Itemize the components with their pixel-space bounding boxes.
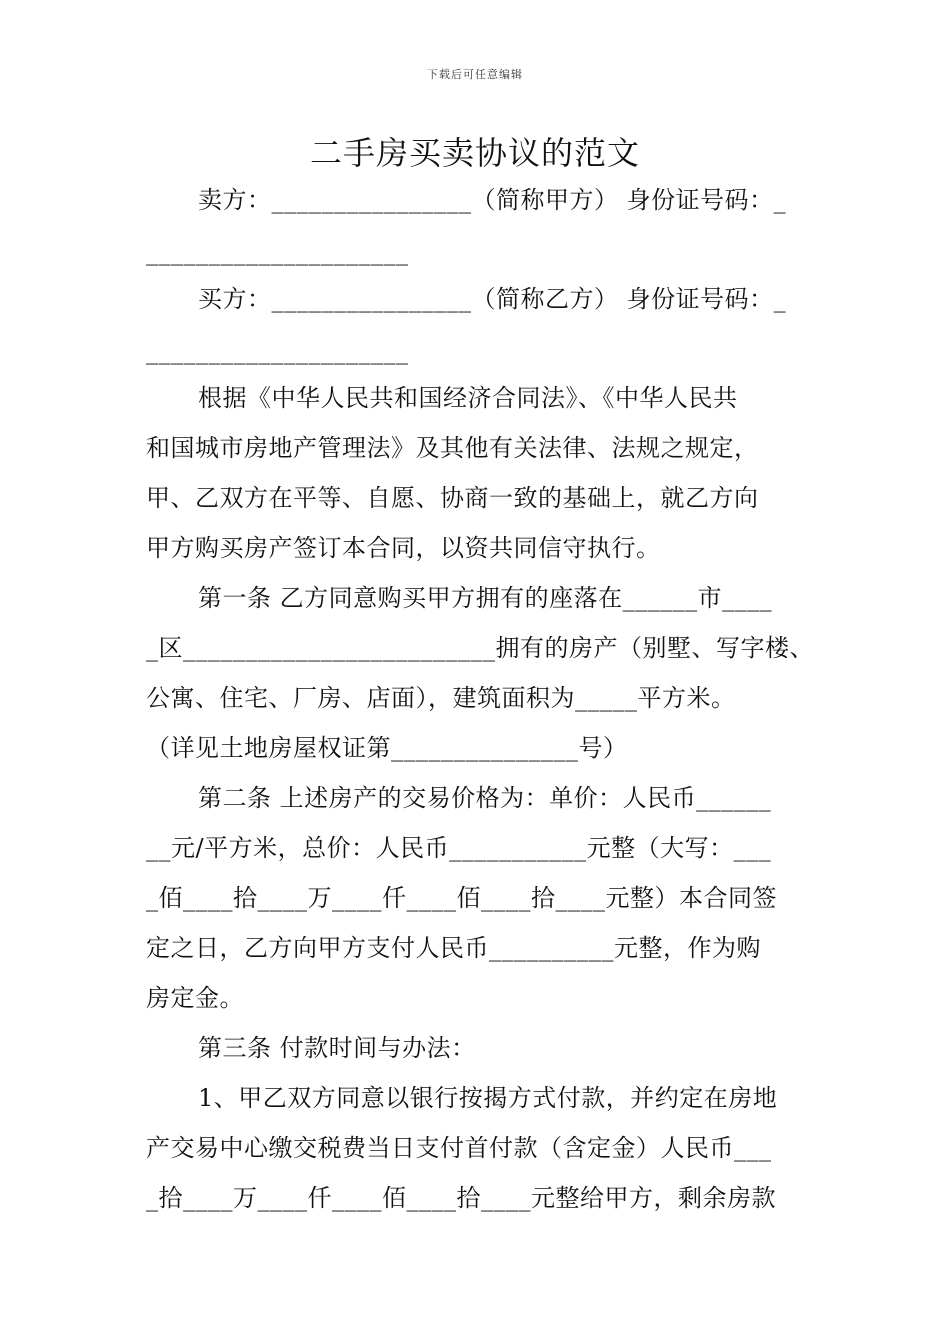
article-2-line: 定之日，乙方向甲方支付人民币__________元整，作为购	[146, 934, 761, 962]
preamble-line: 甲方购买房产签订本合同，以资共同信守执行。	[146, 534, 661, 562]
article-1-line: _区_________________________拥有的房产（别墅、写字楼、	[146, 634, 814, 662]
article-1-line: 第一条 乙方同意购买甲方拥有的座落在______市____	[198, 584, 773, 612]
document-title: 二手房买卖协议的范文	[309, 134, 640, 172]
seller-line: 卖方：________________（简称甲方） 身份证号码：_	[198, 186, 787, 214]
preamble-line: 和国城市房地产管理法》及其他有关法律、法规之规定，	[146, 434, 759, 462]
article-2-line: _佰____拾____万____仟____佰____拾____元整）本合同签	[146, 884, 777, 912]
article-3-clause-1-line: _拾____万____仟____佰____拾____元整给甲方，剩余房款	[146, 1184, 776, 1212]
buyer-line: 买方：________________（简称乙方） 身份证号码：_	[198, 285, 787, 313]
article-2-line: __元/平方米，总价：人民币___________元整（大写：___	[146, 834, 772, 862]
header-note: 下载后可任意编辑	[427, 68, 523, 81]
article-1-line: （详见土地房屋权证第_______________号）	[146, 734, 628, 762]
article-2-line: 第二条 上述房产的交易价格为：单价：人民币______	[198, 784, 772, 812]
article-2-line: 房定金。	[146, 984, 244, 1012]
article-3-clause-1-line: 产交易中心缴交税费当日支付首付款（含定金）人民币___	[146, 1134, 772, 1162]
buyer-id-continuation: _____________________	[146, 337, 409, 365]
article-1-line: 公寓、住宅、厂房、店面），建筑面积为_____平方米。	[146, 684, 736, 712]
preamble-line: 根据《中华人民共和国经济合同法》、《中华人民共	[198, 384, 738, 412]
seller-id-continuation: _____________________	[146, 238, 409, 266]
preamble-line: 甲、乙双方在平等、自愿、协商一致的基础上，就乙方向	[146, 484, 759, 512]
article-3-clause-1-line: 1、甲乙双方同意以银行按揭方式付款，并约定在房地	[198, 1084, 778, 1112]
article-3-heading: 第三条 付款时间与办法：	[198, 1034, 476, 1062]
